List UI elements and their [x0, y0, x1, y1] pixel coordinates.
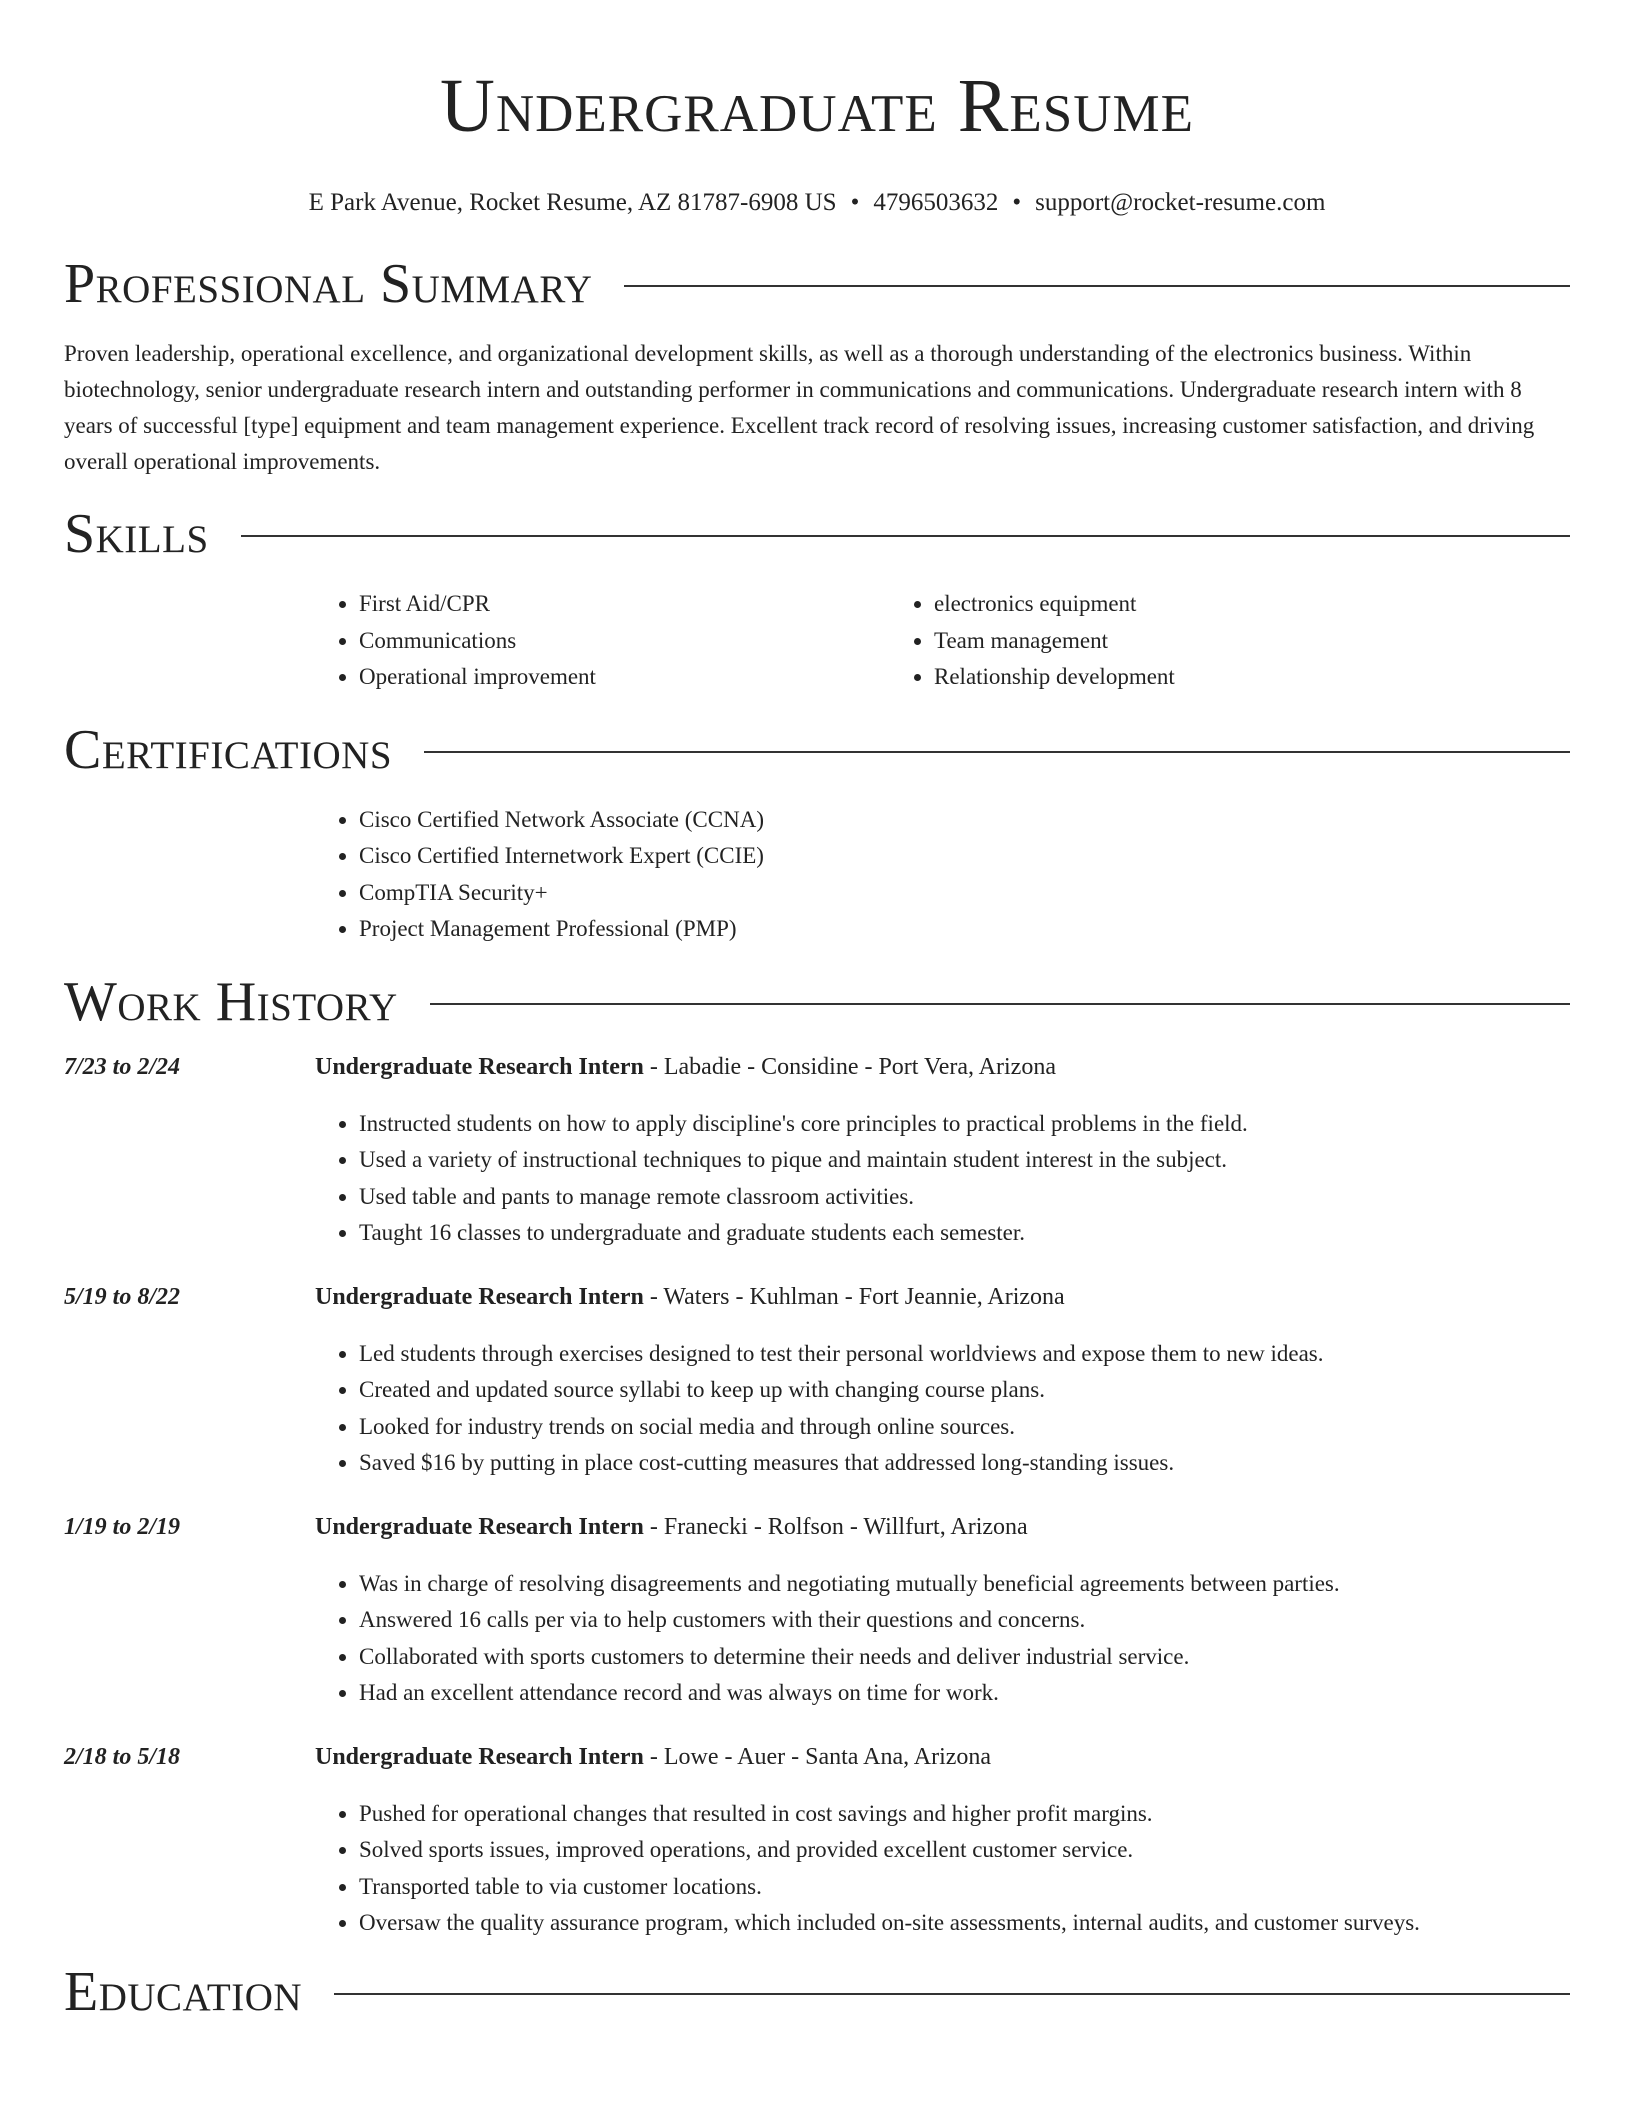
section-divider — [334, 1993, 1570, 1995]
contact-address: E Park Avenue, Rocket Resume, AZ 81787-6908 US — [308, 189, 837, 216]
section-divider — [624, 285, 1570, 287]
job-bullets — [315, 1336, 1570, 1482]
education-header — [64, 1960, 1570, 2024]
summary-text: Proven leadership, operational excellence, and organizational development skills, as well as a thorough understanding of the electronics business. Within biotechnology, senior undergraduate research intern and outstanding performer in communications and communications. Undergraduate research intern with 8 years of successful [type] equipment and team management experience. Excellent track record of resolving issues, increasing customer satisfaction, and driving overall operational improvements. — [64, 341, 1535, 474]
job-bullet: • Pushed for operational changes that resulted in cost savings and higher profit margins. — [359, 1796, 1570, 1833]
contact-email[interactable]: support@rocket-resume.com — [1035, 189, 1326, 216]
skill-item: • Team management — [934, 623, 1465, 660]
skill-item: • electronics equipment — [934, 586, 1465, 623]
job-bullet: • Used table and pants to manage remote classroom activities. — [359, 1179, 1570, 1216]
job-bullet: • Transported table to via customer locations. — [359, 1869, 1570, 1906]
certification-item: • Project Management Professional (PMP) — [359, 911, 1570, 948]
job-bullet: • Instructed students on how to apply discipline's core principles to practical problems in the field. — [359, 1106, 1570, 1143]
certifications-body — [315, 802, 1570, 948]
job-entry — [64, 1514, 1570, 1712]
section-divider — [430, 1003, 1570, 1005]
job-title-line — [315, 1514, 1028, 1541]
contact-phone: 4796503632 — [873, 189, 999, 216]
job-entry — [64, 1054, 1570, 1252]
job-employer: - Waters - Kuhlman - Fort Jeannie, Arizona — [643, 1283, 1065, 1310]
summary-section — [64, 252, 1570, 480]
job-title-line — [315, 1744, 991, 1771]
skill-item: • Relationship development — [934, 659, 1465, 696]
job-bullet: • Taught 16 classes to undergraduate and graduate students each semester. — [359, 1215, 1570, 1252]
certification-item: • Cisco Certified Network Associate (CCNA) — [359, 802, 1570, 839]
job-bullet: • Solved sports issues, improved operations, and provided excellent customer service. — [359, 1832, 1570, 1869]
certifications-list — [315, 802, 1570, 948]
job-title-line — [315, 1054, 1056, 1081]
job-entry — [64, 1284, 1570, 1482]
job-bullet: • Looked for industry trends on social media and through online sources. — [359, 1409, 1570, 1446]
job-bullet: • Created and updated source syllabi to keep up with changing course plans. — [359, 1372, 1570, 1409]
job-title: Undergraduate Research Intern — [315, 1053, 644, 1080]
job-bullet: • Answered 16 calls per via to help customers with their questions and concerns. — [359, 1602, 1570, 1639]
skills-list-right — [890, 586, 1465, 696]
skills-section — [64, 502, 1570, 696]
job-header — [64, 1744, 1570, 1784]
section-divider — [424, 751, 1570, 753]
job-bullets — [315, 1566, 1570, 1712]
job-dates: 7/23 to 2/24 — [64, 1053, 181, 1080]
job-bullet: • Led students through exercises designed to test their personal worldviews and expose them to new ideas. — [359, 1336, 1570, 1373]
job-bullets-wrap — [315, 1106, 1570, 1252]
job-bullet: • Saved $16 by putting in place cost-cutting measures that addressed long-standing issues. — [359, 1445, 1570, 1482]
job-bullets — [315, 1796, 1570, 1942]
job-title: Undergraduate Research Intern — [315, 1743, 644, 1770]
job-bullet: • Collaborated with sports customers to determine their needs and deliver industrial service. — [359, 1639, 1570, 1676]
job-header — [64, 1284, 1570, 1324]
job-header — [64, 1054, 1570, 1094]
certification-item: • CompTIA Security+ — [359, 875, 1570, 912]
section-title: Work History — [64, 970, 398, 1033]
job-header — [64, 1514, 1570, 1554]
contact-line — [64, 188, 1570, 218]
job-title: Undergraduate Research Intern — [315, 1513, 644, 1540]
certification-item: • Cisco Certified Internetwork Expert (CCIE) — [359, 838, 1570, 875]
job-employer: - Labadie - Considine - Port Vera, Arizona — [643, 1053, 1056, 1080]
contact-separator: • — [850, 189, 860, 216]
work-history-header — [64, 970, 1570, 1034]
job-bullets-wrap — [315, 1566, 1570, 1712]
certifications-section — [64, 718, 1570, 948]
job-bullets — [315, 1106, 1570, 1252]
skill-item: • Operational improvement — [359, 659, 890, 696]
education-section — [64, 1960, 1570, 2024]
section-title: Certifications — [64, 718, 393, 781]
job-bullet: • Was in charge of resolving disagreements and negotiating mutually beneficial agreements between parties. — [359, 1566, 1570, 1603]
job-title-line — [315, 1284, 1065, 1311]
summary-header — [64, 252, 1570, 316]
job-title: Undergraduate Research Intern — [315, 1283, 644, 1310]
job-employer: - Lowe - Auer - Santa Ana, Arizona — [643, 1743, 992, 1770]
certifications-header — [64, 718, 1570, 782]
skill-item: • First Aid/CPR — [359, 586, 890, 623]
skills-list-left — [315, 586, 890, 696]
section-title: Skills — [64, 503, 209, 565]
job-dates: 2/18 to 5/18 — [64, 1743, 181, 1770]
job-bullets-wrap — [315, 1336, 1570, 1482]
section-title: Education — [64, 1960, 303, 2023]
resume-name: Undergraduate Resume — [439, 64, 1195, 148]
contact-separator: • — [1012, 189, 1022, 216]
job-bullet: • Used a variety of instructional techniques to pique and maintain student interest in the subject. — [359, 1142, 1570, 1179]
job-bullet: • Oversaw the quality assurance program, which included on-site assessments, internal audits, and customer surveys. — [359, 1905, 1570, 1942]
section-title: Professional Summary — [64, 253, 593, 315]
job-employer: - Franecki - Rolfson - Willfurt, Arizona — [643, 1513, 1028, 1540]
work-history-section — [64, 970, 1570, 1942]
job-dates: 1/19 to 2/19 — [64, 1513, 181, 1540]
job-entry — [64, 1744, 1570, 1942]
section-divider — [241, 535, 1570, 537]
skill-item: • Communications — [359, 623, 890, 660]
skills-grid — [315, 586, 1570, 696]
skills-header — [64, 502, 1570, 566]
job-bullet: • Had an excellent attendance record and was always on time for work. — [359, 1675, 1570, 1712]
job-bullets-wrap — [315, 1796, 1570, 1942]
job-dates: 5/19 to 8/22 — [64, 1283, 181, 1310]
